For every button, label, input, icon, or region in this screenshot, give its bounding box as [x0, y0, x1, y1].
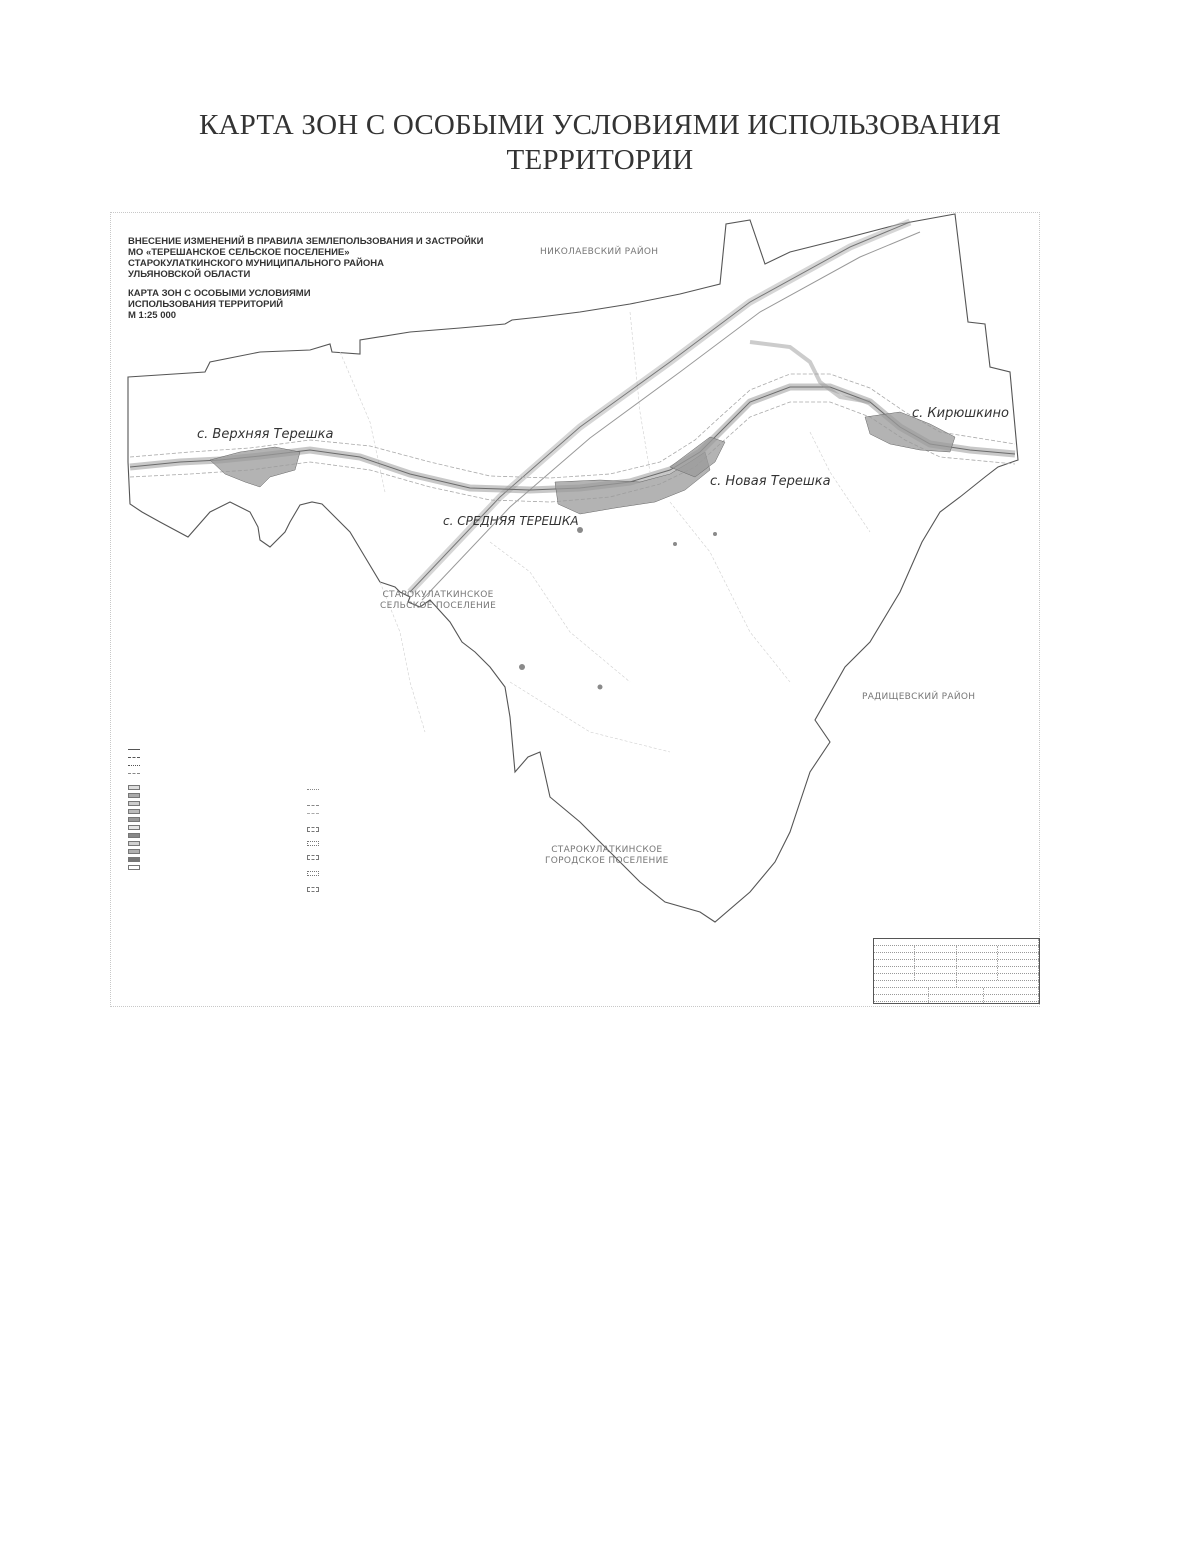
point-objects	[519, 527, 717, 690]
legend-row	[128, 855, 278, 863]
label-starokulatkinskoe-urban-line-2: ГОРОДСКОЕ ПОСЕЛЕНИЕ	[545, 856, 669, 866]
legend-row	[128, 863, 278, 871]
legend-left	[128, 745, 278, 871]
label-starokulatkinskoe-urban-line-1: СТАРОКУЛАТКИНСКОЕ	[551, 845, 663, 855]
map-header-line-1: ВНЕСЕНИЕ ИЗМЕНЕНИЙ В ПРАВИЛА ЗЕМЛЕПОЛЬЗОВАНИЯ И ЗАСТРОЙКИ	[128, 236, 484, 247]
label-starokulatkinskoe-urban	[545, 845, 669, 867]
map-header-line-4: УЛЬЯНОВСКОЙ ОБЛАСТИ	[128, 269, 251, 280]
legend-row	[128, 799, 278, 807]
map-header-line-3: СТАРОКУЛАТКИНСКОГО МУНИЦИПАЛЬНОГО РАЙОНА	[128, 258, 384, 269]
label-starokulatkinskoe-rural-line-2: СЕЛЬСКОЕ ПОСЕЛЕНИЕ	[380, 601, 497, 611]
page-title-line-2: ТЕРРИТОРИИ	[506, 144, 694, 176]
territory-map	[110, 212, 1040, 1007]
title-block-stamp	[873, 938, 1040, 1004]
legend-row	[128, 753, 278, 761]
label-nikolaevsky-district: НИКОЛАЕВСКИЙ РАЙОН	[540, 247, 659, 257]
legend-row	[128, 807, 278, 815]
legend-row	[307, 809, 457, 817]
map-subtitle-line-2: ИСПОЛЬЗОВАНИЯ ТЕРРИТОРИЙ	[128, 299, 284, 310]
legend-row	[128, 745, 278, 753]
map-scale: М 1:25 000	[128, 310, 177, 321]
map-header	[128, 236, 508, 321]
legend-row	[128, 831, 278, 839]
legend-row	[307, 853, 457, 861]
legend-row	[128, 839, 278, 847]
legend-row	[128, 815, 278, 823]
legend-row	[307, 825, 457, 833]
legend-row	[128, 847, 278, 855]
label-radishchevsky-district: РАДИЩЕВСКИЙ РАЙОН	[862, 692, 976, 702]
map-header-line-2: МО «ТЕРЕШАНСКОЕ СЕЛЬСКОЕ ПОСЕЛЕНИЕ»	[128, 247, 350, 258]
label-starokulatkinskoe-rural	[380, 590, 496, 612]
label-verkhnyaya-tereshka: с. Верхняя Терешка	[197, 427, 334, 442]
legend-row	[307, 801, 457, 809]
label-novaya-tereshka: с. Новая Терешка	[710, 474, 831, 489]
page-title-line-1: КАРТА ЗОН С ОСОБЫМИ УСЛОВИЯМИ ИСПОЛЬЗОВАНИЯ	[198, 109, 1002, 141]
legend-row	[307, 785, 457, 793]
legend-row	[307, 839, 457, 847]
label-starokulatkinskoe-rural-line-1: СТАРОКУЛАТКИНСКОЕ	[382, 590, 494, 600]
map-subtitle-line-1: КАРТА ЗОН С ОСОБЫМИ УСЛОВИЯМИ	[128, 288, 311, 299]
legend-row	[307, 885, 457, 893]
legend-row	[128, 769, 278, 777]
verkhnyaya-tereshka-area	[210, 447, 300, 487]
legend-row	[128, 783, 278, 791]
legend-row	[307, 869, 457, 877]
label-srednyaya-tereshka: с. СРЕДНЯЯ ТЕРЕШКА	[443, 514, 579, 528]
label-kiryushkino: с. Кирюшкино	[912, 406, 1009, 421]
page-title	[0, 108, 1200, 178]
legend-row	[128, 823, 278, 831]
legend-row	[128, 761, 278, 769]
field-lines	[340, 312, 870, 752]
legend-right	[307, 785, 457, 893]
legend-row	[128, 791, 278, 799]
